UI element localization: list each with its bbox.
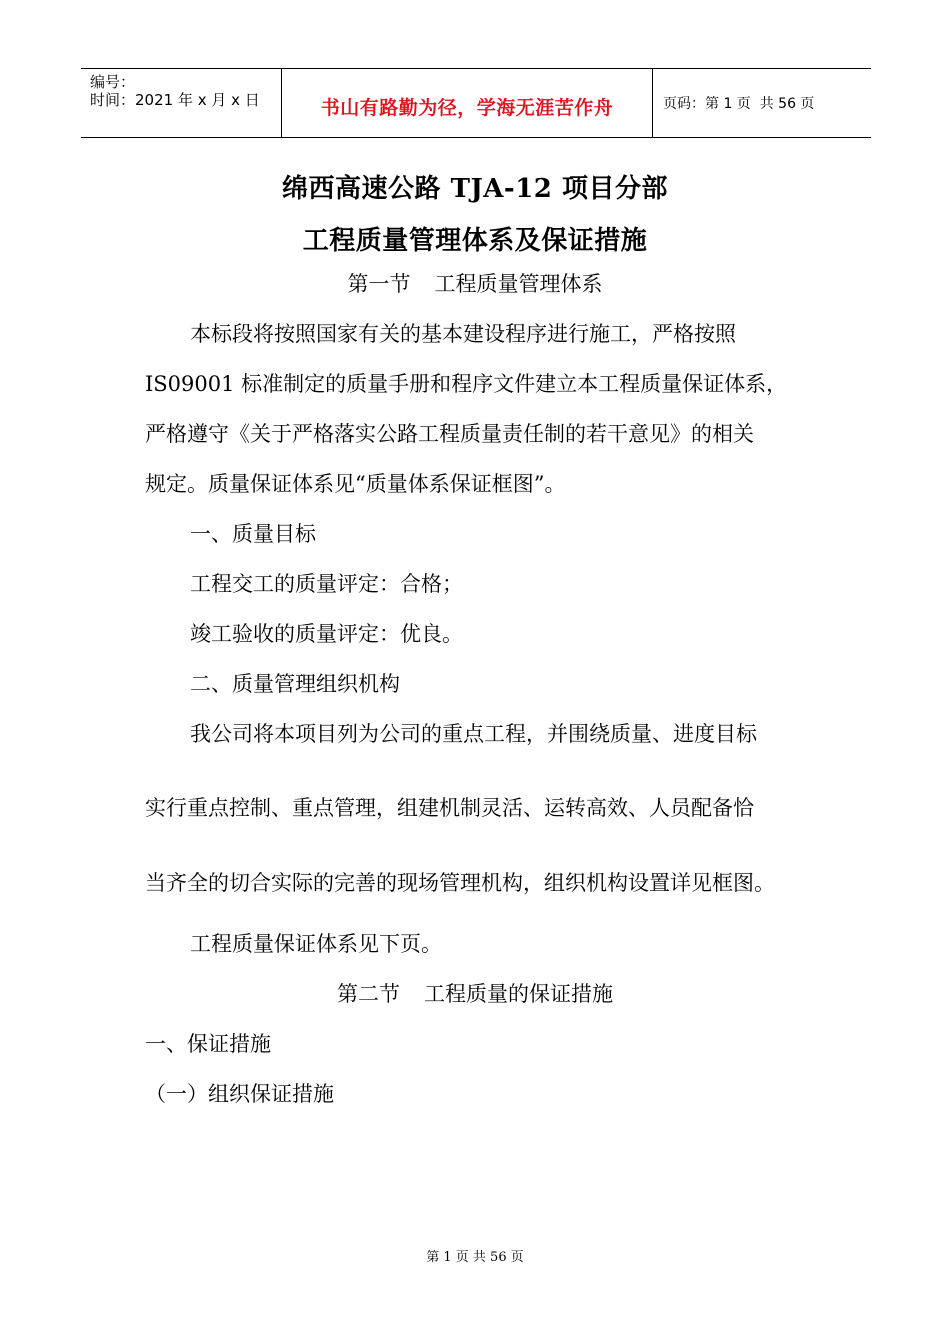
- section2-name: 工程质量的保证措施: [424, 982, 613, 1006]
- section1-heading: [0, 270, 950, 298]
- page-header: [81, 68, 871, 138]
- section2-number: 第二节: [337, 982, 400, 1006]
- section1-name: 工程质量管理体系: [434, 272, 603, 296]
- section1-number: 第一节: [347, 272, 411, 296]
- header-motto-cell: [282, 69, 653, 137]
- code-label: 编号：: [90, 73, 136, 91]
- paragraph2-line3: 当齐全的切合实际的完善的现场管理机构，组织机构设置详见框图。: [145, 871, 775, 895]
- paragraph1-line1: 本标段将按照国家有关的基本建设程序进行施工，严格按照: [190, 322, 736, 346]
- section2-heading: [0, 980, 950, 1008]
- organization-heading: 二、质量管理组织机构: [190, 672, 400, 696]
- header-page-cell: [653, 69, 871, 137]
- paragraph1-line3: 严格遵守《关于严格落实公路工程质量责任制的若干意见》的相关: [145, 422, 754, 446]
- quality-goal-heading: 一、质量目标: [190, 522, 316, 546]
- document-title-line1: 绵西高速公路 TJA-12 项目分部: [282, 174, 668, 204]
- paragraph1-line2: IS09001 标准制定的质量手册和程序文件建立本工程质量保证体系，: [145, 372, 788, 396]
- page-info: 页码：第 1 页 共 56 页: [663, 96, 815, 112]
- paragraph3: 工程质量保证体系见下页。: [190, 932, 442, 956]
- quality-goal-item1: 工程交工的质量评定：合格；: [190, 572, 463, 596]
- quality-goal-item2: 竣工验收的质量评定：优良。: [190, 622, 463, 646]
- time-label: 时间：2021 年 x 月 x 日: [90, 91, 260, 109]
- header-meta-cell: [81, 69, 282, 137]
- paragraph1-line4: 规定。质量保证体系见“质量体系保证框图”。: [145, 472, 566, 496]
- footer-page-number: 第 1 页 共 56 页: [426, 1250, 524, 1265]
- document-title-line2: 工程质量管理体系及保证措施: [302, 226, 648, 256]
- paragraph2-line1: 我公司将本项目列为公司的重点工程，并围绕质量、进度目标: [190, 722, 757, 746]
- organization-measures-heading: （一）组织保证措施: [145, 1082, 334, 1106]
- page-footer: [0, 1246, 950, 1265]
- paragraph2-line2: 实行重点控制、重点管理，组建机制灵活、运转高效、人员配备恰: [145, 796, 754, 820]
- measures-heading: 一、保证措施: [145, 1032, 271, 1056]
- motto-text: 书山有路勤为径，学海无涯苦作舟: [320, 96, 614, 119]
